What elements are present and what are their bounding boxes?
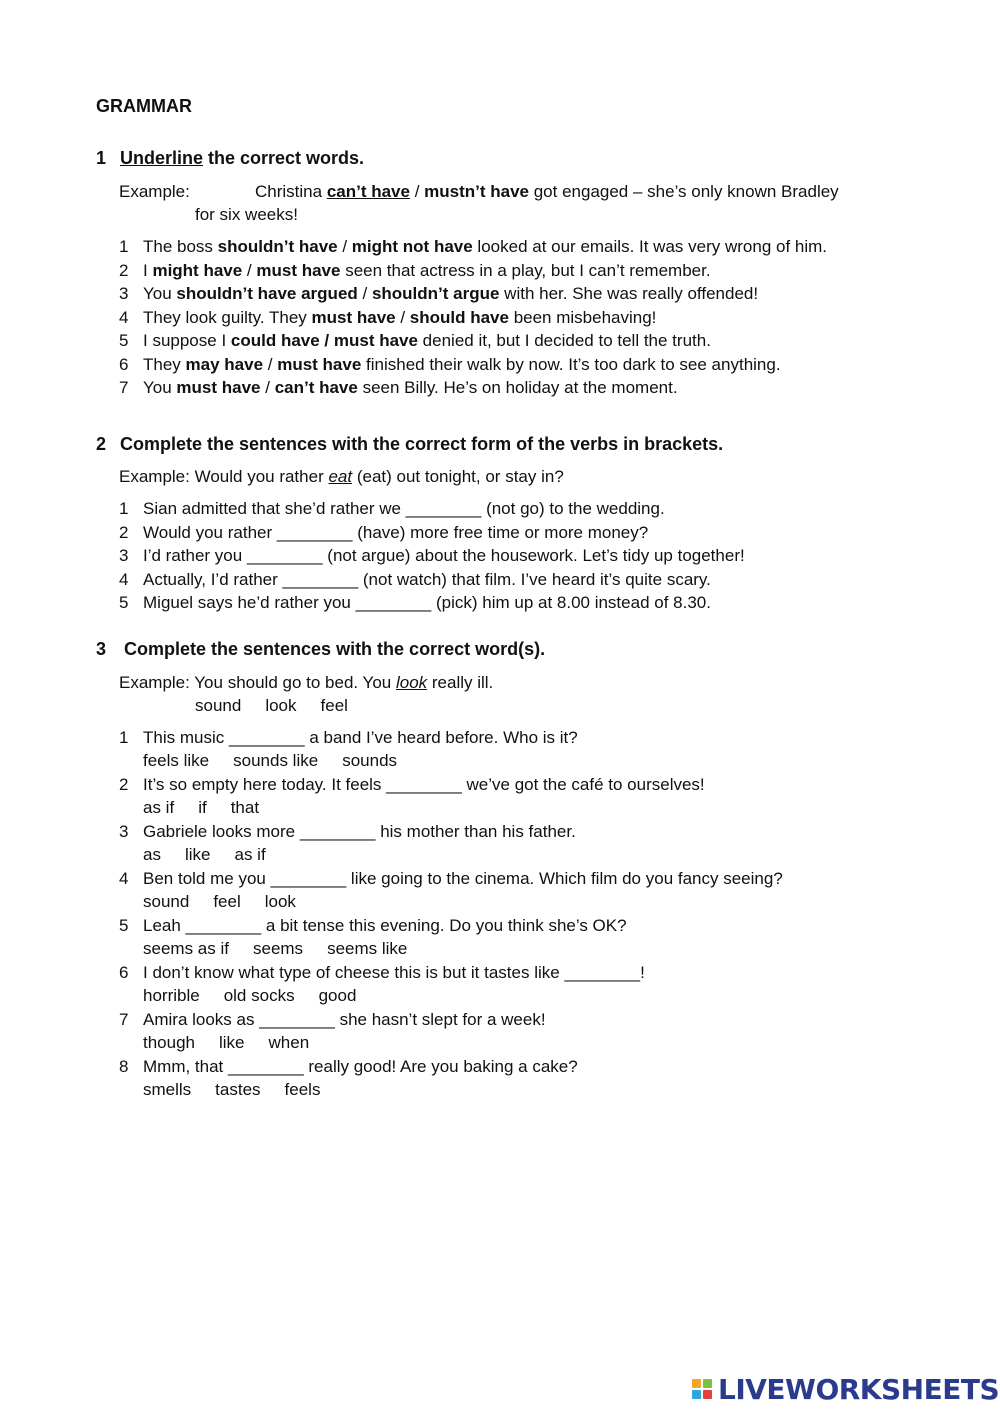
item-number: 3 — [119, 822, 129, 841]
item-number: 1 — [119, 499, 129, 518]
item-number: 7 — [119, 378, 129, 397]
answer-option: as if — [143, 798, 175, 817]
item-post: been misbehaving! — [508, 308, 657, 327]
answer-option: like — [219, 1033, 245, 1052]
page-title: GRAMMAR — [96, 96, 192, 116]
exercise-item: Gabriele looks more ________ his mother than his father. — [143, 822, 576, 841]
item-pre: They look guilty. They — [143, 308, 312, 327]
item-number: 5 — [119, 331, 129, 350]
answer-options — [143, 798, 283, 818]
answer-option: seems — [252, 939, 304, 958]
option-a: shouldn’t have argued — [176, 284, 358, 303]
answer-option: like — [184, 845, 211, 864]
answer-option: as — [143, 845, 161, 864]
option-a: must have — [176, 378, 261, 397]
option-b: might not have — [351, 237, 473, 256]
item-number: 3 — [119, 284, 129, 303]
item-number: 2 — [119, 775, 129, 794]
exercise-item: Actually, I’d rather ________ (not watch) that film. I’ve heard it’s quite scary. — [143, 570, 711, 589]
item-number: 6 — [119, 963, 129, 982]
heading-rest: the correct words. — [203, 148, 365, 168]
answer-option: feels like — [143, 751, 210, 770]
exercise-item: Mmm, that ________ really good! Are you baking a cake? — [143, 1057, 578, 1076]
logo-icon — [692, 1376, 714, 1402]
exercise-item: Sian admitted that she’d rather we ________ (not go) to the wedding. — [143, 499, 665, 518]
item-number: 5 — [119, 916, 129, 935]
item-pre: They — [143, 355, 186, 374]
option-separator: / — [242, 261, 257, 280]
item-pre: You — [143, 378, 177, 397]
answer-option: sounds — [342, 751, 398, 770]
option-separator: / — [260, 378, 275, 397]
item-number: 5 — [119, 593, 129, 612]
item-post: denied it, but I decided to tell the truth. — [417, 331, 711, 350]
example-options: sound look feel — [195, 696, 348, 715]
option-separator: / — [337, 237, 352, 256]
item-post: looked at our emails. It was very wrong of him. — [472, 237, 828, 256]
option-separator: / — [395, 308, 410, 327]
correct-answer: can’t have — [326, 182, 410, 201]
item-post: seen Billy. He’s on holiday at the moment. — [357, 378, 678, 397]
item-number: 6 — [119, 355, 129, 374]
item-number: 1 — [119, 728, 129, 747]
answer-option: as if — [234, 845, 266, 864]
answer-options — [143, 986, 380, 1006]
item-pre: I — [143, 261, 153, 280]
option-separator: / — [263, 355, 278, 374]
item-pre: I suppose I — [143, 331, 231, 350]
answer-options — [143, 939, 431, 959]
exercise-item: Ben told me you ________ like going to the cinema. Which film do you fancy seeing? — [143, 869, 783, 888]
example-answer: look — [395, 673, 428, 692]
option-b: must have — [256, 261, 341, 280]
heading-underlined: Underline — [120, 148, 204, 168]
item-number: 2 — [119, 261, 129, 280]
option-a: shouldn’t have — [217, 237, 338, 256]
exercise-item: Would you rather ________ (have) more free time or more money? — [143, 523, 649, 542]
example-label: Example: — [119, 182, 190, 201]
option-a: may have — [185, 355, 264, 374]
item-number: 1 — [119, 237, 129, 256]
option-b: can’t have — [274, 378, 358, 397]
answer-option: feel — [213, 892, 241, 911]
section-2-example: Example: Would you rather eat (eat) out tonight, or stay in? — [119, 467, 564, 486]
answer-option: feels — [284, 1080, 321, 1099]
answer-options — [143, 1080, 344, 1100]
exercise-item: Amira looks as ________ she hasn’t slept for a week! — [143, 1010, 546, 1029]
option-b: shouldn’t argue — [371, 284, 500, 303]
logo-text: LIVEWORKSHEETS — [718, 1372, 1000, 1406]
answer-option: good — [318, 986, 357, 1005]
option-a: could have / must have — [230, 331, 418, 350]
item-number: 8 — [119, 1057, 129, 1076]
answer-option: horrible — [143, 986, 200, 1005]
answer-option: if — [198, 798, 207, 817]
section-1-example: Christina can’t have / mustn’t have got engaged – she’s only known Bradley — [255, 182, 839, 201]
item-number: 4 — [119, 308, 129, 327]
exercise-item: Leah ________ a bit tense this evening. Do you think she’s OK? — [143, 916, 627, 935]
exercise-item — [143, 284, 758, 304]
exercise-item — [143, 331, 711, 351]
answer-option: sound — [143, 892, 190, 911]
answer-options — [143, 845, 290, 865]
option-b: should have — [409, 308, 509, 327]
exercise-item: It’s so empty here today. It feels ________ we’ve got the café to ourselves! — [143, 775, 705, 794]
item-pre: You — [143, 284, 177, 303]
answer-option: look — [264, 892, 296, 911]
exercise-item: I’d rather you ________ (not argue) about the housework. Let’s tidy up together! — [143, 546, 745, 565]
exercise-item: This music ________ a band I’ve heard before. Who is it? — [143, 728, 578, 747]
example-continuation: for six weeks! — [195, 205, 298, 224]
item-post: with her. She was really offended! — [499, 284, 759, 303]
item-pre: The boss — [143, 237, 218, 256]
exercise-item — [143, 261, 711, 281]
section-3-example: Example: You should go to bed. You look really ill. — [119, 673, 494, 692]
answer-option: old socks — [223, 986, 295, 1005]
answer-option: smells — [143, 1080, 192, 1099]
option-a: must have — [311, 308, 396, 327]
section-number: 1 — [96, 148, 107, 168]
item-number: 2 — [119, 523, 129, 542]
answer-options — [143, 1033, 333, 1053]
item-number: 3 — [119, 546, 129, 565]
answer-option: seems as if — [143, 939, 229, 958]
answer-option: that — [230, 798, 260, 817]
answer-option: sounds like — [233, 751, 319, 770]
exercise-item — [143, 237, 827, 257]
exercise-item — [143, 378, 678, 398]
answer-option: when — [268, 1033, 310, 1052]
example-answer: eat — [328, 467, 353, 486]
exercise-item: I don’t know what type of cheese this is but it tastes like ________! — [143, 963, 645, 982]
item-number: 4 — [119, 869, 129, 888]
answer-option: tastes — [215, 1080, 261, 1099]
item-post: seen that actress in a play, but I can’t remember. — [340, 261, 711, 280]
section-2-heading: 2 Complete the sentences with the correct form of the verbs in brackets. — [96, 434, 724, 454]
liveworksheets-logo — [692, 1372, 999, 1406]
exercise-item — [143, 308, 656, 328]
exercise-item: Miguel says he’d rather you ________ (pick) him up at 8.00 instead of 8.30. — [143, 593, 711, 612]
item-number: 7 — [119, 1010, 129, 1029]
section-1-heading — [96, 148, 364, 169]
answer-options — [143, 892, 320, 912]
option-a: might have — [152, 261, 243, 280]
option-b: must have — [277, 355, 362, 374]
answer-option: though — [143, 1033, 195, 1052]
option-separator: / — [357, 284, 372, 303]
exercise-item — [143, 355, 781, 375]
section-3-heading: 3 Complete the sentences with the correct word(s). — [96, 639, 546, 659]
answer-option: seems like — [327, 939, 408, 958]
answer-options — [143, 751, 421, 771]
item-post: finished their walk by now. It’s too dark to see anything. — [361, 355, 781, 374]
item-number: 4 — [119, 570, 129, 589]
